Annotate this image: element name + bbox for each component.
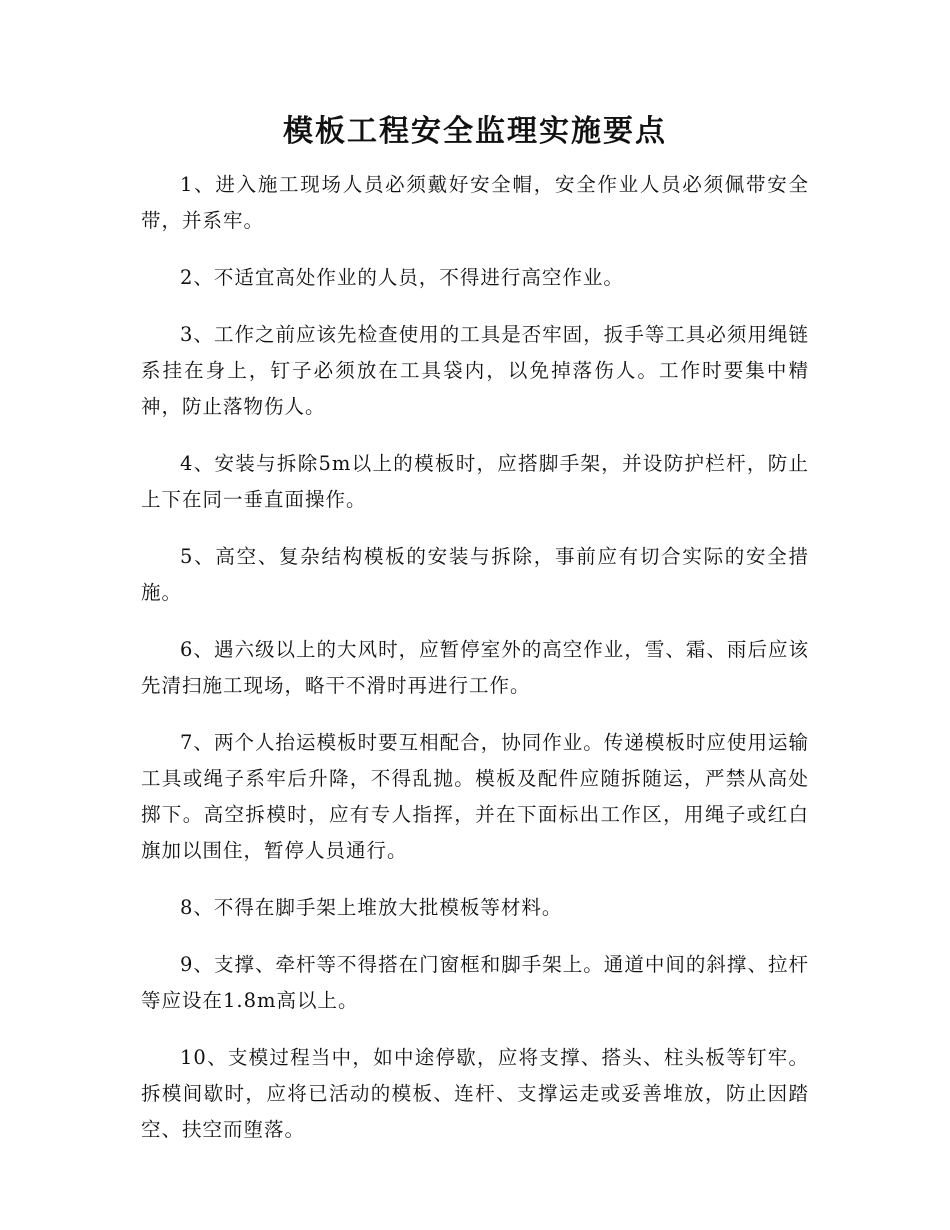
paragraph-2: 2、不适宜高处作业的人员，不得进行高空作业。 — [180, 266, 624, 289]
paragraph-7: 7、两个人抬运模板时要互相配合，协同作业。传递模板时应使用运输工具或绳子系牢后升降，不得乱抛。模板及配件应随拆随运，严禁从高处掷下。高空拆模时，应有专人指挥，并在下面标出工作区，用绳子或红白旗加以围住，暂停人员通行。 — [141, 731, 809, 862]
document-title: 模板工程安全监理实施要点 — [283, 114, 667, 149]
paragraph-5: 5、高空、复杂结构模板的安装与拆除，事前应有切合实际的安全措施。 — [141, 545, 809, 604]
document-body — [141, 167, 809, 1169]
paragraph-4: 4、安装与拆除5m以上的模板时，应搭脚手架，并设防护栏杆，防止上下在同一垂直面操作。 — [141, 452, 809, 511]
paragraph-6: 6、遇六级以上的大风时，应暂停室外的高空作业，雪、霜、雨后应该先清扫施工现场，略干不滑时再进行工作。 — [141, 638, 809, 697]
paragraph-8: 8、不得在脚手架上堆放大批模板等材料。 — [180, 896, 563, 919]
paragraph-1: 1、进入施工现场人员必须戴好安全帽，安全作业人员必须佩带安全带，并系牢。 — [141, 173, 809, 232]
paragraph-3: 3、工作之前应该先检查使用的工具是否牢固，扳手等工具必须用绳链系挂在身上，钉子必须放在工具袋内，以免掉落伤人。工作时要集中精神，防止落物伤人。 — [141, 323, 809, 418]
paragraph-10: 10、支模过程当中，如中途停歇，应将支撑、搭头、柱头板等钉牢。拆模间歇时，应将已活动的模板、连杆、支撑运走或妥善堆放，防止因踏空、扶空而堕落。 — [141, 1046, 809, 1141]
paragraph-9: 9、支撑、牵杆等不得搭在门窗框和脚手架上。通道中间的斜撑、拉杆等应设在1.8m高以上。 — [141, 953, 809, 1012]
